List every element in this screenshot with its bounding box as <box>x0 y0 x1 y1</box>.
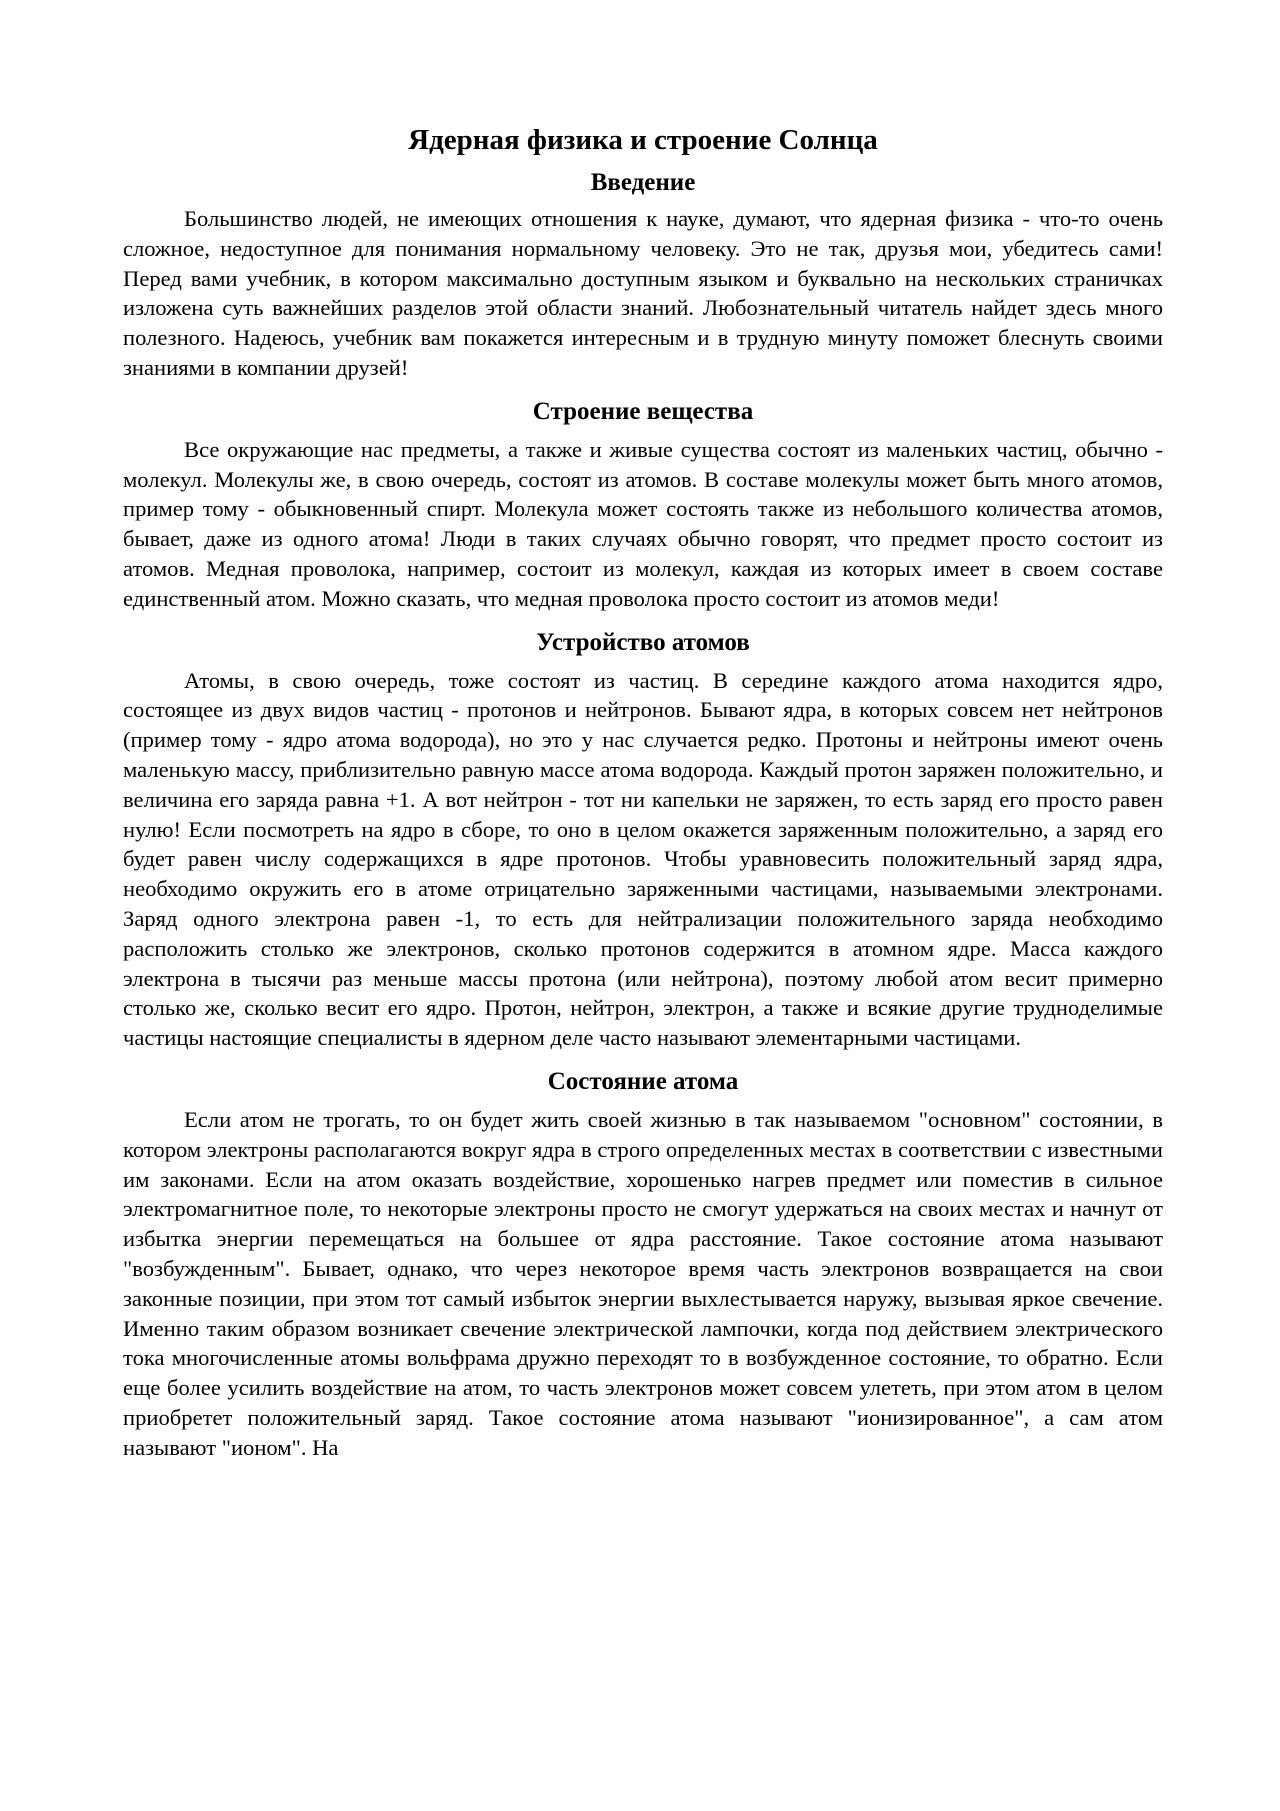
section-heading-introduction: Введение <box>590 169 696 196</box>
document-body <box>123 120 1163 1462</box>
paragraph-introduction: Большинство людей, не имеющих отношения к науке, думают, что ядерная физика - что-то очень сложное, недоступное для понимания нормальному человеку. Это не так, друзья мои, убедитесь сами! Перед вами учебник, в котором максимально доступным языком и буквально на нескольких страничках изложена суть важнейших разделов этой области знаний. Любознательный читатель найдет здесь много полезного. Надеюсь, учебник вам покажется интересным и в трудную минуту поможет блеснуть своими знаниями в компании друзей! <box>123 206 1163 380</box>
paragraph-atom-structure: Атомы, в свою очередь, тоже состоят из частиц. В середине каждого атома находится ядро, состоящее из двух видов частиц - протонов и нейтронов. Бывают ядра, в которых совсем нет нейтронов (пример тому - ядро атома водорода), но это у нас случается редко. Протоны и нейтроны имеют очень маленькую массу, приблизительно равную массе атома водорода. Каждый протон заряжен положительно, и величина его заряда равна +1. А вот нейтрон - тот ни капельки не заряжен, то есть заряд его просто равен нулю! Если посмотреть на ядро в сборе, то оно в целом окажется заряженным положительно, а заряд его будет равен числу содержащихся в ядре протонов. Чтобы уравновесить положительный заряд ядра, необходимо окружить его в атоме отрицательно заряженными частицами, называемыми электронами. Заряд одного электрона равен -1, то есть для нейтрализации положительного заряда необходимо расположить столько же электронов, сколько протонов содержится в атомном ядре. Масса каждого электрона в тысячи раз меньше массы протона (или нейтрона), поэтому любой атом весит примерно столько же, сколько весит его ядро. Протон, нейтрон, электрон, а также и всякие другие трудноделимые частицы настоящие специалисты в ядерном деле часто называют элементарными частицами. <box>123 667 1163 1051</box>
section-heading-atom-structure: Устройство атомов <box>536 628 750 656</box>
section-heading-matter-structure: Строение вещества <box>532 397 754 425</box>
document-title: Ядерная физика и строение Солнца <box>408 124 878 156</box>
section-heading-atom-state: Состояние атома <box>547 1067 739 1095</box>
paragraph-atom-state: Если атом не трогать, то он будет жить своей жизнью в так называемом "основном" состоянии, в котором электроны располагаются вокруг ядра в строго определенных местах в соответствии с известными им законами. Если на атом оказать воздействие, хорошенько нагрев предмет или поместив в сильное электромагнитное поле, то некоторые электроны просто не смогут удержаться на своих местах и начнут от избытка энергии перемещаться на большее от ядра расстояние. Такое состояние атома называют "возбужденным". Бывает, однако, что через некоторое время часть электронов возвращается на свои законные позиции, при этом тот самый избыток энергии выхлестывается наружу, вызывая яркое свечение. Именно таким образом возникает свечение электрической лампочки, когда под действием электрического тока многочисленные атомы вольфрама дружно переходят то в возбужденное состояние, то обратно. Если еще более усилить воздействие на атом, то часть электронов может совсем улететь, при этом атом в целом приобретет положительный заряд. Такое состояние атома называют "ионизированное", а сам атом называют "ионом". На <box>123 1106 1163 1460</box>
paragraph-matter-structure: Все окружающие нас предметы, а также и живые существа состоят из маленьких частиц, обычно - молекул. Молекулы же, в свою очередь, состоят из атомов. В составе молекулы может быть много атомов, пример тому - обыкновенный спирт. Молекула может состоять также из небольшого количества атомов, бывает, даже из одного атома! Люди в таких случаях обычно говорят, что предмет просто состоит из атомов. Медная проволока, например, состоит из молекул, каждая из которых имеет в своем составе единственный атом. Можно сказать, что медная проволока просто состоит из атомов меди! <box>123 436 1163 611</box>
